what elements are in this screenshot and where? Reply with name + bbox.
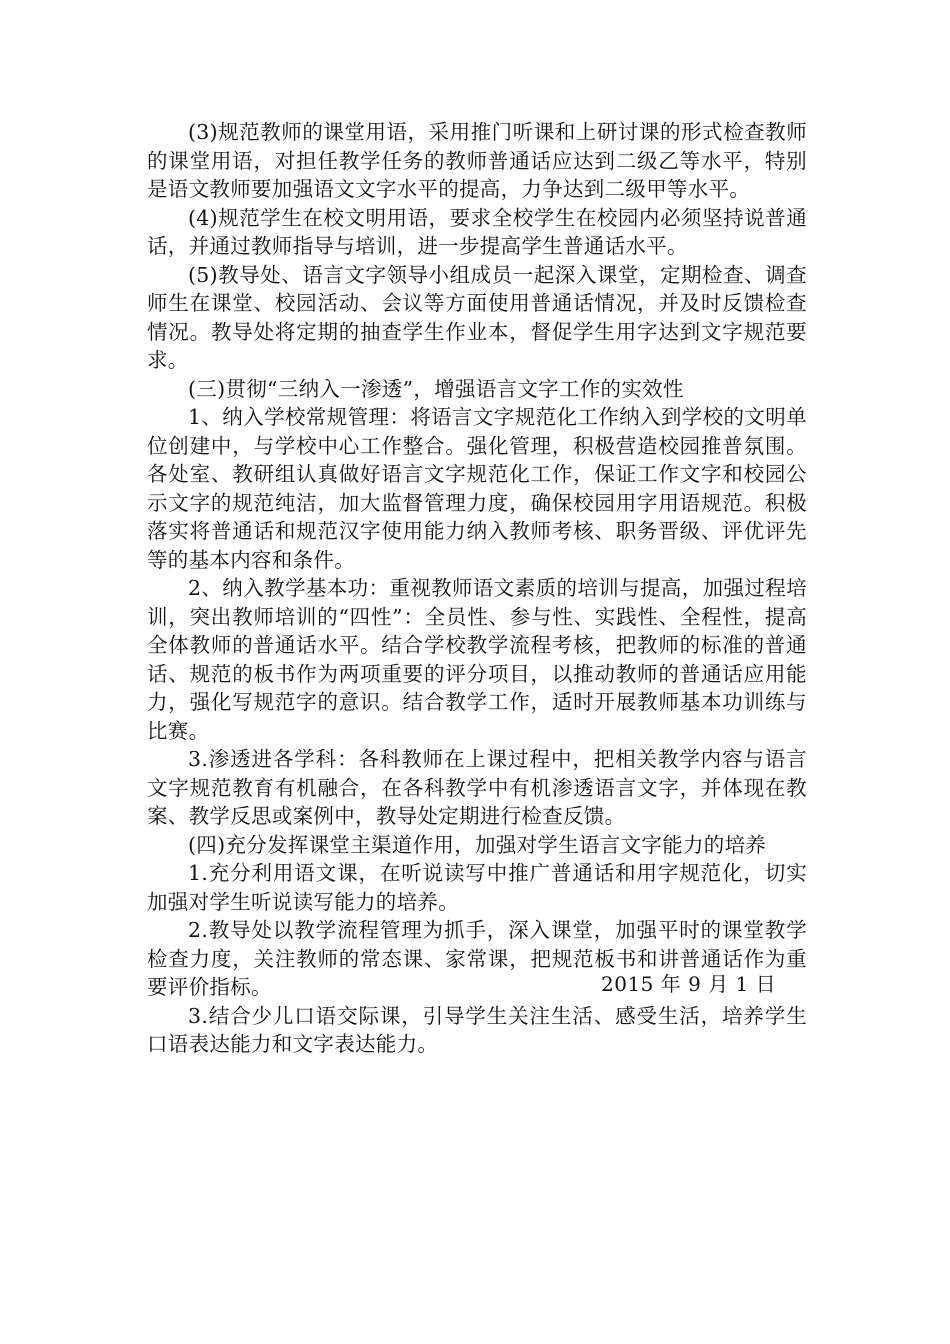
paragraph-school-routine-management: 1、纳入学校常规管理：将语言文字规范化工作纳入到学校的文明单位创建中，与学校中心工作整合。强化管理，积极营造校园推普氛围。各处室、教研组认真做好语言文字规范化工作，保证工作文字和校园公示文字的规范纯洁，加大监督管理力度，确保校园用字用语规范。积极落实将普通话和规范汉字使用能力纳入教师考核、职务晋级、评优评先等的基本内容和条件。 (147, 405, 807, 572)
section-heading-three: (三)贯彻“三纳入一渗透”，增强语言文字工作的实效性 (188, 376, 684, 401)
paragraph-standardize-student-language: (4)规范学生在校文明用语，要求全校学生在校园内必须坚持说普通话，并通过教师指导与培训，进一步提高学生普通话水平。 (147, 205, 807, 258)
document-body (147, 118, 807, 1059)
paragraph-chinese-class: 1.充分利用语文课，在听说读写中推广普通话和用字规范化，切实加强对学生听说读写能力的培养。 (147, 861, 807, 914)
paragraph-teaching-office-inspection: (5)教导处、语言文字领导小组成员一起深入课堂，定期检查、调查师生在课堂、校园活动、会议等方面使用普通话情况，并及时反馈检查情况。教导处将定期的抽查学生作业本，督促学生用字达到文字规范要求。 (147, 262, 807, 372)
paragraph-subject-integration: 3.渗透进各学科：各科教师在上课过程中，把相关教学内容与语言文字规范教育有机融合，在各科教学中有机渗透语言文字，并体现在教案、教学反思或案例中，教导处定期进行检查反馈。 (147, 747, 807, 828)
paragraph-oral-communication: 3.结合少儿口语交际课，引导学生关注生活、感受生活，培养学生口语表达能力和文字表达能力。 (147, 1003, 807, 1056)
paragraph-standardize-teacher-classroom-language: (3)规范教师的课堂用语，采用推门听课和上研讨课的形式检查教师的课堂用语，对担任教学任务的教师普通话应达到二级乙等水平，特别是语文教师要加强语文文字水平的提高，力争达到二级甲等水平。 (147, 120, 807, 201)
paragraph-teaching-process-management: 2.教导处以教学流程管理为抓手，深入课堂，加强平时的课堂教学检查力度，关注教师的常态课、家常课，把规范板书和讲普通话作为重要评价指标。 (147, 918, 807, 999)
section-heading-four: (四)充分发挥课堂主渠道作用，加强对学生语言文字能力的培养 (188, 832, 767, 857)
paragraph-teaching-basic-skills: 2、纳入教学基本功：重视教师语文素质的培训与提高，加强过程培训，突出教师培训的“四性”：全员性、参与性、实践性、全程性，提高全体教师的普通话水平。结合学校教学流程考核，把教师的标准的普通话、规范的板书作为两项重要的评分项目，以推动教师的普通话应用能力，强化写规范字的意识。结合教学工作，适时开展教师基本功训练与比赛。 (147, 576, 807, 743)
document-date: 2015 年 9 月 1 日 (601, 972, 777, 996)
